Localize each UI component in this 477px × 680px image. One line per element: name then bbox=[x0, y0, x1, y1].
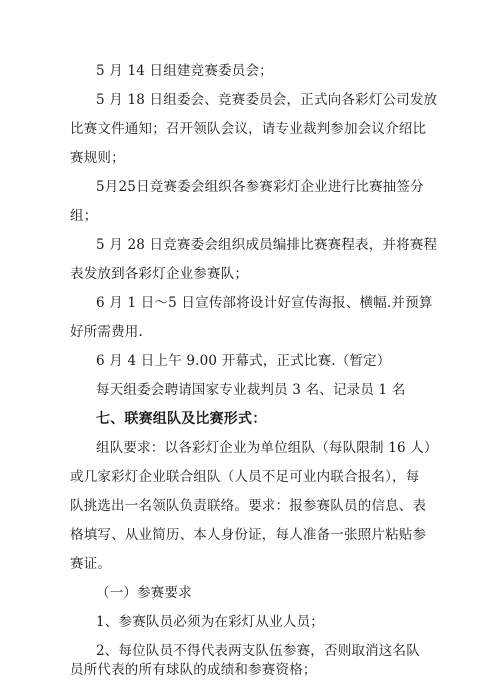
schedule-jun-1-5: 6 月 1 日～5 日宣传部将设计好宣传海报、横幅.并预算 bbox=[96, 295, 433, 311]
team-requirements-cont2: 队挑选出一名领队负责联络。要求：报参赛队员的信息、表 bbox=[70, 498, 427, 514]
schedule-may-18-cont2: 赛规则； bbox=[70, 150, 125, 166]
subsection-heading-1: （一）参赛要求 bbox=[96, 585, 192, 601]
schedule-jun-1-5-cont: 好所需费用. bbox=[70, 324, 143, 340]
schedule-may-14: 5 月 14 日组建竞赛委员会； bbox=[96, 63, 273, 79]
team-requirements-cont4: 赛证。 bbox=[70, 556, 112, 572]
schedule-may-25: 5月25日竞赛委会组织各参赛彩灯企业进行比赛抽签分 bbox=[96, 179, 424, 195]
daily-referees: 每天组委会聘请国家专业裁判员 3 名、记录员 1 名 bbox=[96, 382, 406, 398]
schedule-may-18: 5 月 18 日组委会、竞赛委员会，正式向各彩灯公司发放 bbox=[96, 92, 438, 108]
requirement-item-1: 1、参赛队员必须为在彩灯从业人员； bbox=[96, 614, 324, 630]
schedule-may-28: 5 月 28 日竞赛委会组织成员编排比赛赛程表，并将赛程 bbox=[96, 237, 438, 253]
team-requirements: 组队要求：以各彩灯企业为单位组队（每队限制 16 人） bbox=[96, 440, 438, 456]
schedule-may-18-cont1: 比赛文件通知；召开领队会议，请专业裁判参加会议介绍比 bbox=[70, 121, 427, 137]
schedule-may-25-cont: 组； bbox=[70, 208, 98, 224]
team-requirements-cont3: 格填写、从业简历、本人身份证，每人准备一张照片粘贴参 bbox=[70, 527, 427, 543]
section-heading-7: 七、联赛组队及比赛形式： bbox=[96, 411, 267, 427]
requirement-item-2-cont: 员所代表的所有球队的成绩和参赛资格； bbox=[70, 662, 317, 678]
schedule-may-28-cont: 表发放到各彩灯企业参赛队； bbox=[70, 266, 249, 282]
requirement-item-2: 2、每位队员不得代表两支队伍参赛，否则取消这名队 bbox=[96, 643, 420, 659]
team-requirements-cont1: 或几家彩灯企业联合组队（人员不足可业内联合报名），每 bbox=[70, 469, 420, 485]
schedule-jun-4: 6 月 4 日上午 9.00 开幕式，正式比赛.（暂定） bbox=[96, 353, 391, 369]
